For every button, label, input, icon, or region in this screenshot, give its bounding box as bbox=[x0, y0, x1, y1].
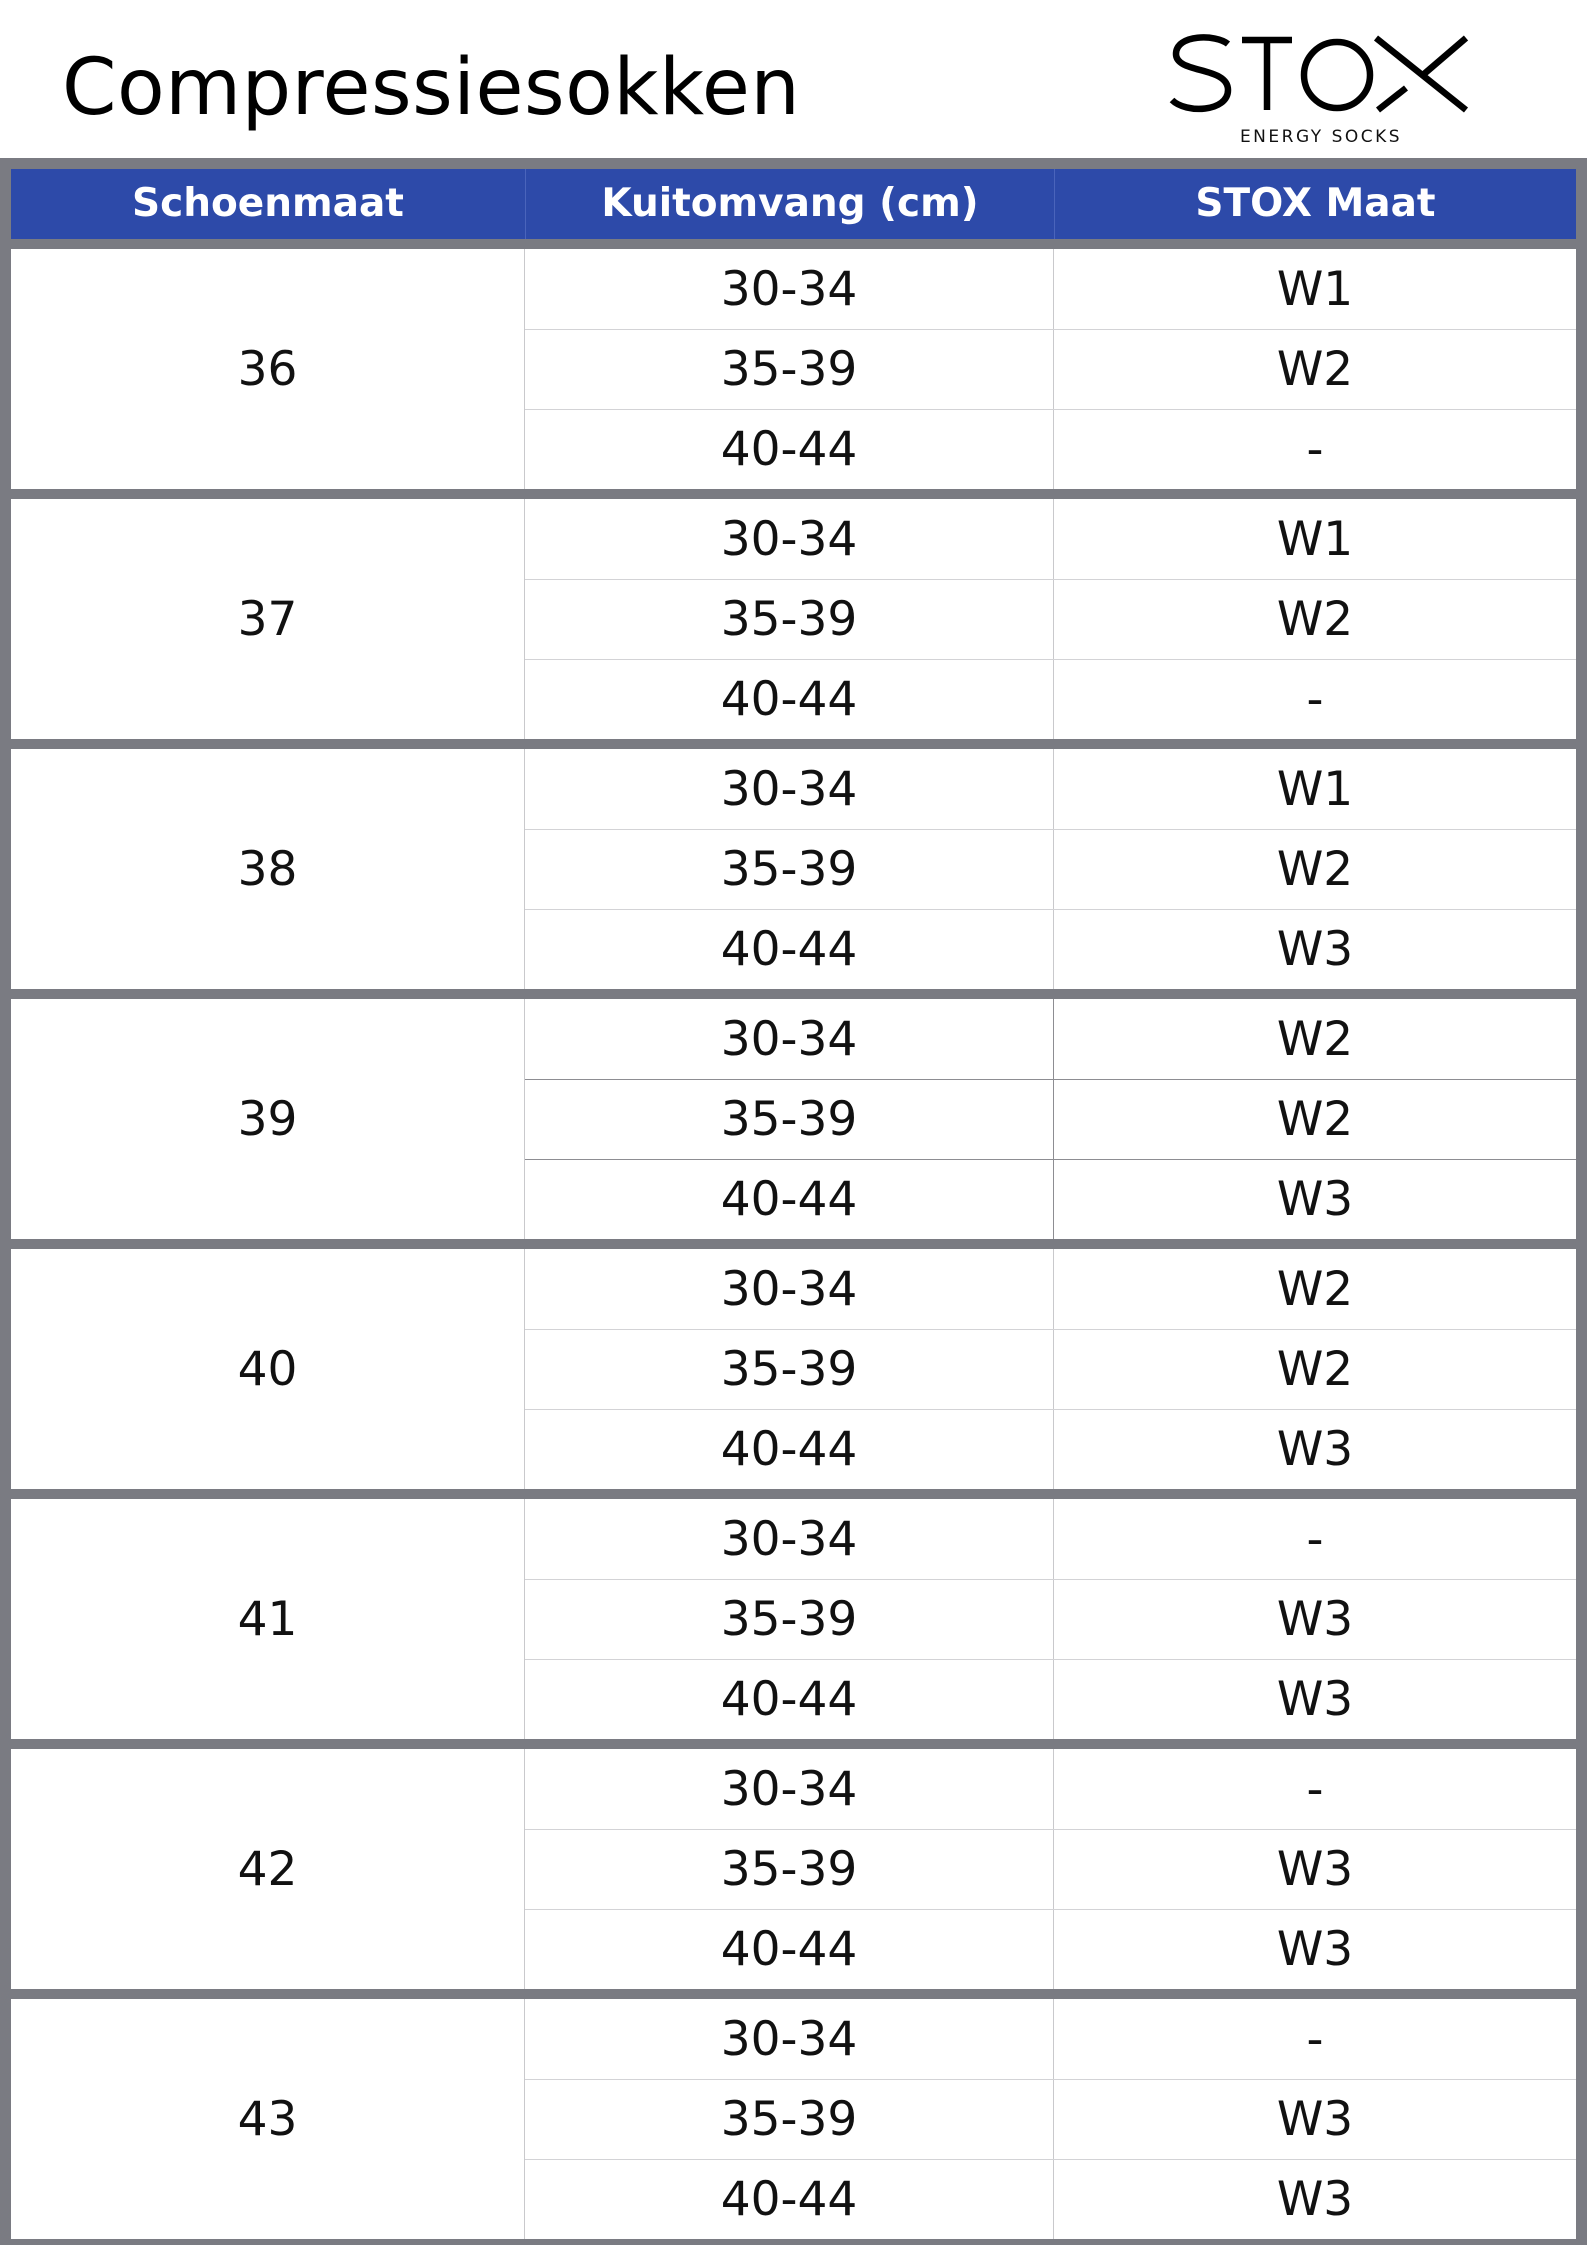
stox-size-cell: W3 bbox=[1276, 2092, 1354, 2147]
calf-rows bbox=[525, 749, 1576, 989]
shoe-size-cell: 41 bbox=[11, 1499, 525, 1739]
table-row bbox=[525, 1999, 1576, 2079]
table-row bbox=[525, 1409, 1576, 1489]
table-row bbox=[525, 249, 1576, 329]
table-body bbox=[11, 249, 1576, 2239]
calf-circumference-cell: 40-44 bbox=[525, 660, 1054, 739]
stox-size-cell: W2 bbox=[1276, 342, 1354, 397]
calf-circumference-cell: 40-44 bbox=[525, 1410, 1054, 1489]
shoe-size-cell: 40 bbox=[11, 1249, 525, 1489]
table-row bbox=[525, 1659, 1576, 1739]
calf-circumference-cell: 30-34 bbox=[525, 1499, 1054, 1579]
shoe-size-cell: 37 bbox=[11, 499, 525, 739]
table-row bbox=[525, 659, 1576, 739]
calf-circumference-cell: 40-44 bbox=[525, 410, 1054, 489]
shoe-size-group bbox=[11, 499, 1576, 739]
table-row bbox=[525, 2079, 1576, 2159]
shoe-size-group bbox=[11, 999, 1576, 1239]
stox-size-cell: W3 bbox=[1276, 2172, 1354, 2227]
shoe-size-group bbox=[11, 749, 1576, 989]
table-row bbox=[525, 579, 1576, 659]
stox-size-cell: W2 bbox=[1276, 1092, 1354, 1147]
table-row bbox=[525, 909, 1576, 989]
calf-circumference-cell: 35-39 bbox=[525, 1080, 1054, 1159]
column-header-calf-circumference: Kuitomvang (cm) bbox=[525, 169, 1054, 239]
calf-circumference-cell: 30-34 bbox=[525, 1249, 1054, 1329]
column-header-stox-size: STOX Maat bbox=[1054, 169, 1576, 239]
table-row bbox=[525, 499, 1576, 579]
calf-circumference-cell: 30-34 bbox=[525, 249, 1054, 329]
stox-size-cell: W2 bbox=[1276, 1261, 1354, 1317]
calf-rows bbox=[525, 1999, 1576, 2239]
calf-circumference-cell: 35-39 bbox=[525, 830, 1054, 909]
shoe-size-group bbox=[11, 249, 1576, 489]
stox-size-cell: W1 bbox=[1276, 761, 1354, 817]
stox-size-cell: - bbox=[1306, 672, 1324, 727]
stox-size-cell: - bbox=[1306, 1761, 1324, 1817]
stox-size-cell: W3 bbox=[1276, 922, 1354, 977]
table-row bbox=[525, 1499, 1576, 1579]
stox-size-cell: W3 bbox=[1276, 1172, 1354, 1227]
stox-size-cell: W3 bbox=[1276, 1592, 1354, 1647]
calf-circumference-cell: 30-34 bbox=[525, 499, 1054, 579]
shoe-size-cell: 43 bbox=[11, 1999, 525, 2239]
calf-rows bbox=[525, 1249, 1576, 1489]
table-row bbox=[525, 1829, 1576, 1909]
stox-size-cell: - bbox=[1306, 422, 1324, 477]
table-row bbox=[525, 829, 1576, 909]
calf-circumference-cell: 35-39 bbox=[525, 330, 1054, 409]
stox-size-cell: - bbox=[1306, 2011, 1324, 2067]
table-row bbox=[525, 1079, 1576, 1159]
stox-size-cell: W3 bbox=[1276, 1422, 1354, 1477]
table-row bbox=[525, 749, 1576, 829]
column-header-shoe-size: Schoenmaat bbox=[132, 181, 404, 226]
table-row bbox=[525, 1159, 1576, 1239]
calf-rows bbox=[525, 999, 1576, 1239]
shoe-size-cell: 42 bbox=[11, 1749, 525, 1989]
table-row bbox=[525, 1579, 1576, 1659]
size-table bbox=[0, 158, 1587, 2245]
shoe-size-group bbox=[11, 1249, 1576, 1489]
calf-circumference-cell: 30-34 bbox=[525, 999, 1054, 1079]
table-row bbox=[525, 409, 1576, 489]
shoe-size-group bbox=[11, 1749, 1576, 1989]
stox-size-cell: W1 bbox=[1276, 261, 1354, 317]
stox-size-cell: W1 bbox=[1276, 511, 1354, 567]
calf-circumference-cell: 40-44 bbox=[525, 910, 1054, 989]
shoe-size-cell: 36 bbox=[11, 249, 525, 489]
calf-circumference-cell: 35-39 bbox=[525, 1830, 1054, 1909]
calf-circumference-cell: 40-44 bbox=[525, 1660, 1054, 1739]
calf-circumference-cell: 35-39 bbox=[525, 1330, 1054, 1409]
table-row bbox=[525, 1909, 1576, 1989]
logo-tagline: ENERGY SOCKS bbox=[1239, 127, 1403, 147]
calf-circumference-cell: 40-44 bbox=[525, 1160, 1054, 1239]
table-row bbox=[525, 329, 1576, 409]
calf-rows bbox=[525, 1749, 1576, 1989]
shoe-size-group bbox=[11, 1999, 1576, 2239]
calf-circumference-cell: 35-39 bbox=[525, 580, 1054, 659]
calf-circumference-cell: 40-44 bbox=[525, 1910, 1054, 1989]
shoe-size-group bbox=[11, 1499, 1576, 1739]
page-title: Compressiesokken bbox=[62, 43, 801, 133]
calf-circumference-cell: 30-34 bbox=[525, 1749, 1054, 1829]
stox-size-cell: W2 bbox=[1276, 842, 1354, 897]
calf-circumference-cell: 30-34 bbox=[525, 1999, 1054, 2079]
calf-circumference-cell: 30-34 bbox=[525, 749, 1054, 829]
shoe-size-cell: 38 bbox=[11, 749, 525, 989]
calf-circumference-cell: 35-39 bbox=[525, 1580, 1054, 1659]
stox-logo-mark bbox=[1166, 30, 1470, 148]
stox-size-cell: W3 bbox=[1276, 1922, 1354, 1977]
stox-size-cell: W3 bbox=[1276, 1842, 1354, 1897]
stox-logo bbox=[1166, 30, 1470, 148]
table-header bbox=[11, 169, 1576, 239]
calf-rows bbox=[525, 499, 1576, 739]
table-row bbox=[525, 1329, 1576, 1409]
table-row bbox=[525, 999, 1576, 1079]
calf-circumference-cell: 35-39 bbox=[525, 2080, 1054, 2159]
table-row bbox=[525, 2159, 1576, 2239]
table-row bbox=[525, 1249, 1576, 1329]
calf-rows bbox=[525, 1499, 1576, 1739]
stox-size-cell: W2 bbox=[1276, 1011, 1354, 1067]
stox-size-cell: W3 bbox=[1276, 1672, 1354, 1727]
calf-rows bbox=[525, 249, 1576, 489]
table-row bbox=[525, 1749, 1576, 1829]
stox-size-cell: - bbox=[1306, 1511, 1324, 1567]
stox-size-cell: W2 bbox=[1276, 592, 1354, 647]
calf-circumference-cell: 40-44 bbox=[525, 2160, 1054, 2239]
shoe-size-cell: 39 bbox=[11, 999, 525, 1239]
stox-size-cell: W2 bbox=[1276, 1342, 1354, 1397]
